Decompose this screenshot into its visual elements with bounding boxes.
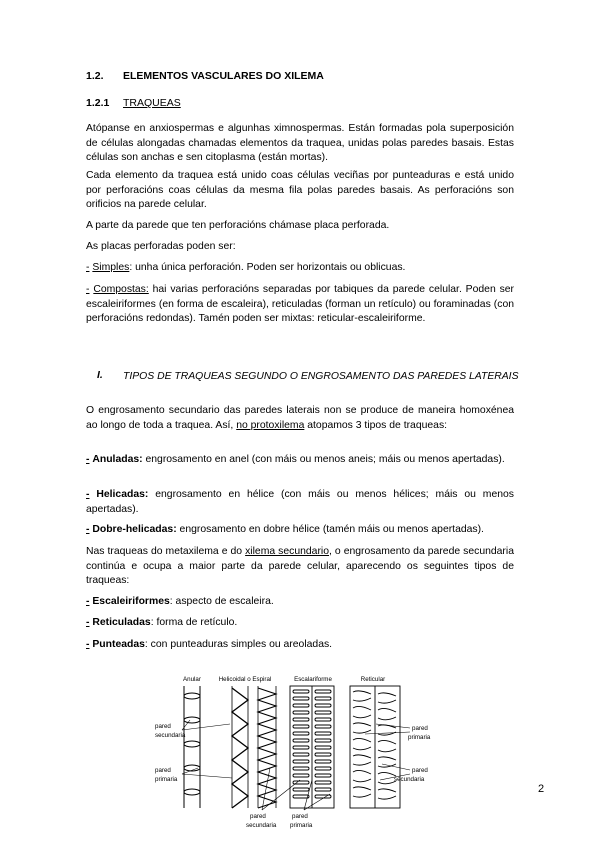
paragraph: Cada elemento da traquea está unido coas células veciñas por punteaduras e está unido por perforacións coas células da mesma fila polas paredes basais. As perforacións son orificios na parede celular. [86,170,514,211]
list-dash: - [86,617,90,628]
section-i-number: I. [97,370,103,381]
term: Reticuladas [92,617,151,628]
text: atopamos 3 tipos de traqueas: [304,419,448,431]
list-item-reticuladas [86,616,514,631]
figure-label: pared [292,813,308,820]
text: Nas traqueas do metaxilema e do [86,546,246,557]
figure-col-label: Escalariforme [294,676,332,683]
list-item-anuladas [86,453,514,468]
list-dash: - [86,262,90,273]
figure-label: pared [250,813,266,820]
text-underlined: xilema secundario [245,546,329,557]
figure-label: secundaria [394,776,425,783]
list-dash: - [86,596,90,607]
term: Anuladas: [92,454,143,465]
list-item-compostas [86,283,514,327]
figure-col-label: Anular [183,676,201,683]
figure-col-label: Reticular [360,676,386,683]
figure-label: secundaria [155,732,186,739]
anular-vessel-drawing [184,686,200,808]
text: , o engrosamento da parede secundaria continúa e ocupa a maior parte da parede celular, aparecendo os seguintes tipos de traqueas: [86,546,514,587]
double-helical-vessel-drawing [258,686,276,808]
list-dash: - [86,489,90,500]
paragraph: Atópanse en anxiospermas e algunhas ximnospermas. Están formadas pola superposición de células alongadas chamadas elementos da traquea, unidas polas paredes basais. Estas células son anchas e sen citoplasma (están mortas). [86,123,514,164]
tracheid-types-figure [150,668,440,838]
page-number: 2 [538,783,545,795]
reticular-vessel-drawing [350,686,400,808]
paragraph [86,545,514,589]
figure-pointer-lines [182,720,410,810]
subsection-number: 1.2.1 [86,97,110,109]
subsection-title: TRAQUEAS [123,97,181,109]
term: Dobre-helicadas: [92,524,177,535]
term: Compostas: [93,284,149,295]
definition: : aspecto de escaleira. [169,596,274,607]
figure-label: pared [155,767,171,774]
term: Helicadas: [96,489,149,500]
figure-label: pared [412,767,428,774]
definition: : unha única perforación. Poden ser horizontais ou oblicuas. [129,262,406,273]
definition: : forma de retículo. [150,617,238,628]
paragraph [86,404,514,433]
section-title: ELEMENTOS VASCULARES DO XILEMA [123,70,324,82]
term: Punteadas [92,639,145,650]
figure-label: primaria [290,822,313,829]
list-item-dobre-helicadas [86,523,514,538]
text: O engrosamento secundario das paredes laterais non se produce de maneira homoxénea ao longo de toda a traquea. Así, [86,405,514,431]
term: Escaleiriformes [92,596,170,607]
definition: engrosamento en hélice (con máis ou menos hélices; máis ou menos apertadas). [86,489,514,515]
scalariform-vessel-drawing [290,686,334,808]
definition: engrosamento en dobre hélice (tamén máis ou menos apertadas). [176,524,484,535]
figure-label: primaria [408,734,431,741]
helical-vessel-drawing [232,686,248,808]
definition: : con punteaduras simples ou areoladas. [144,639,333,650]
figure-col-label: Helicoidal o Espiral [218,676,272,683]
list-item-helicadas [86,488,514,517]
figure-label: pared [155,723,171,730]
definition: engrosamento en anel (con máis ou menos aneis; máis ou menos apertadas). [142,454,505,465]
term: Simples [92,262,130,273]
list-dash: - [86,454,90,465]
figure-label: pared [412,725,428,732]
list-item-punteadas [86,638,514,653]
list-dash: - [86,524,90,535]
paragraph: A parte da parede que ten perforacións chámase placa perforada. [86,220,390,231]
text-underlined: no protoxilema [236,419,305,431]
list-dash: - [86,639,90,650]
section-number: 1.2. [86,70,104,82]
list-item-simples [86,261,514,276]
list-dash: - [86,284,90,295]
paragraph: As placas perforadas poden ser: [86,241,236,252]
figure-label: primaria [155,776,178,783]
list-item-escaleiriformes [86,595,514,610]
section-i-title: TIPOS DE TRAQUEAS SEGUNDO O ENGROSAMENTO DAS PAREDES LATERAIS [123,371,519,382]
definition: hai varias perforacións separadas por tabiques da parede celular. Poden ser escaleiriformes (en forma de escaleira), reticuladas (forman un retículo) ou foraminadas (con perforacións redondas). Tamén poden ser mixtas: reticular-escaleiriforme. [86,284,515,325]
figure-label: secundaria [246,822,277,829]
